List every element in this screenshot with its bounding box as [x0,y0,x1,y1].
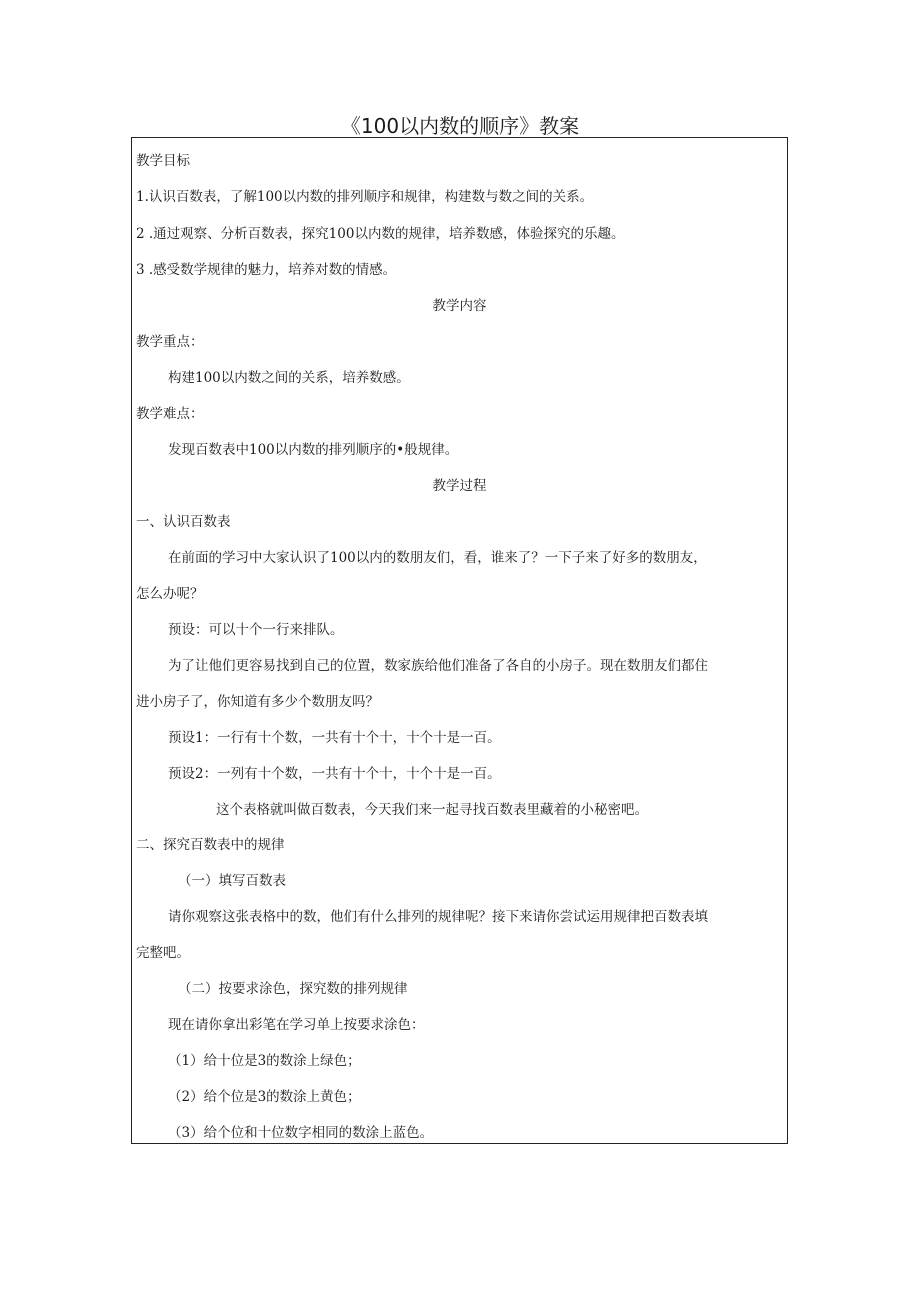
subsection-heading-1: （一）填写百数表 [178,873,286,889]
paragraph-line: 在前面的学习中大家认识了100以内的数朋友们，看，谁来了？一下子来了好多的数朋友， [168,550,707,566]
part-1-heading: 一、认识百数表 [136,514,231,530]
section-heading-process: 教学过程 [432,478,487,494]
paragraph-line: 这个表格就叫做百数表，今天我们来一起寻找百数表里藏着的小秘密吧。 [216,802,648,818]
paragraph-line: 预设2：一列有十个数，一共有十个十，十个十是一百。 [168,766,501,782]
paragraph-line: 怎么办呢？ [136,586,204,602]
objective-3: 3 .感受数学规律的魅力，培养对数的情感。 [136,262,397,278]
difficulty-label: 教学难点： [136,406,204,422]
paragraph-line: 完整吧。 [136,945,190,961]
section-heading-objectives: 教学目标 [136,153,190,169]
paragraph-line: 进小房子了，你知道有多少个数朋友吗？ [136,694,379,710]
list-item: （2）给个位是3的数涂上黄色； [168,1089,361,1105]
paragraph-line: 现在请你拿出彩笔在学习单上按要求涂色： [168,1017,425,1033]
key-point-label: 教学重点： [136,334,204,350]
section-heading-content: 教学内容 [432,298,487,314]
subsection-heading-2: （二）按要求涂色，探究数的排列规律 [178,981,408,997]
document-title: 《100以内数的顺序》教案 [340,114,580,138]
key-point-text: 构建100以内数之间的关系，培养数感。 [168,370,410,386]
difficulty-text: 发现百数表中100以内数的排列顺序的•般规律。 [168,442,459,458]
paragraph-line: 预设1：一行有十个数，一共有十个十，十个十是一百。 [168,730,501,746]
objective-2: 2 .通过观察、分析百数表，探究100以内数的规律，培养数感，体验探究的乐趣。 [136,226,625,242]
lesson-plan-table [131,137,788,1144]
paragraph-line: 为了让他们更容易找到自己的位置，数家族给他们准备了各自的小房子。现在数朋友们都住 [168,658,708,674]
list-item: （3）给个位和十位数字相同的数涂上蓝色。 [168,1125,434,1141]
paragraph-line: 预设：可以十个一行来排队。 [168,622,344,638]
paragraph-line: 请你观察这张表格中的数，他们有什么排列的规律呢？接下来请你尝试运用规律把百数表填 [168,909,708,925]
part-2-heading: 二、探究百数表中的规律 [136,837,285,853]
objective-1: 1.认识百数表，了解100以内数的排列顺序和规律，构建数与数之间的关系。 [136,189,594,205]
list-item: （1）给十位是3的数涂上绿色； [168,1053,361,1069]
